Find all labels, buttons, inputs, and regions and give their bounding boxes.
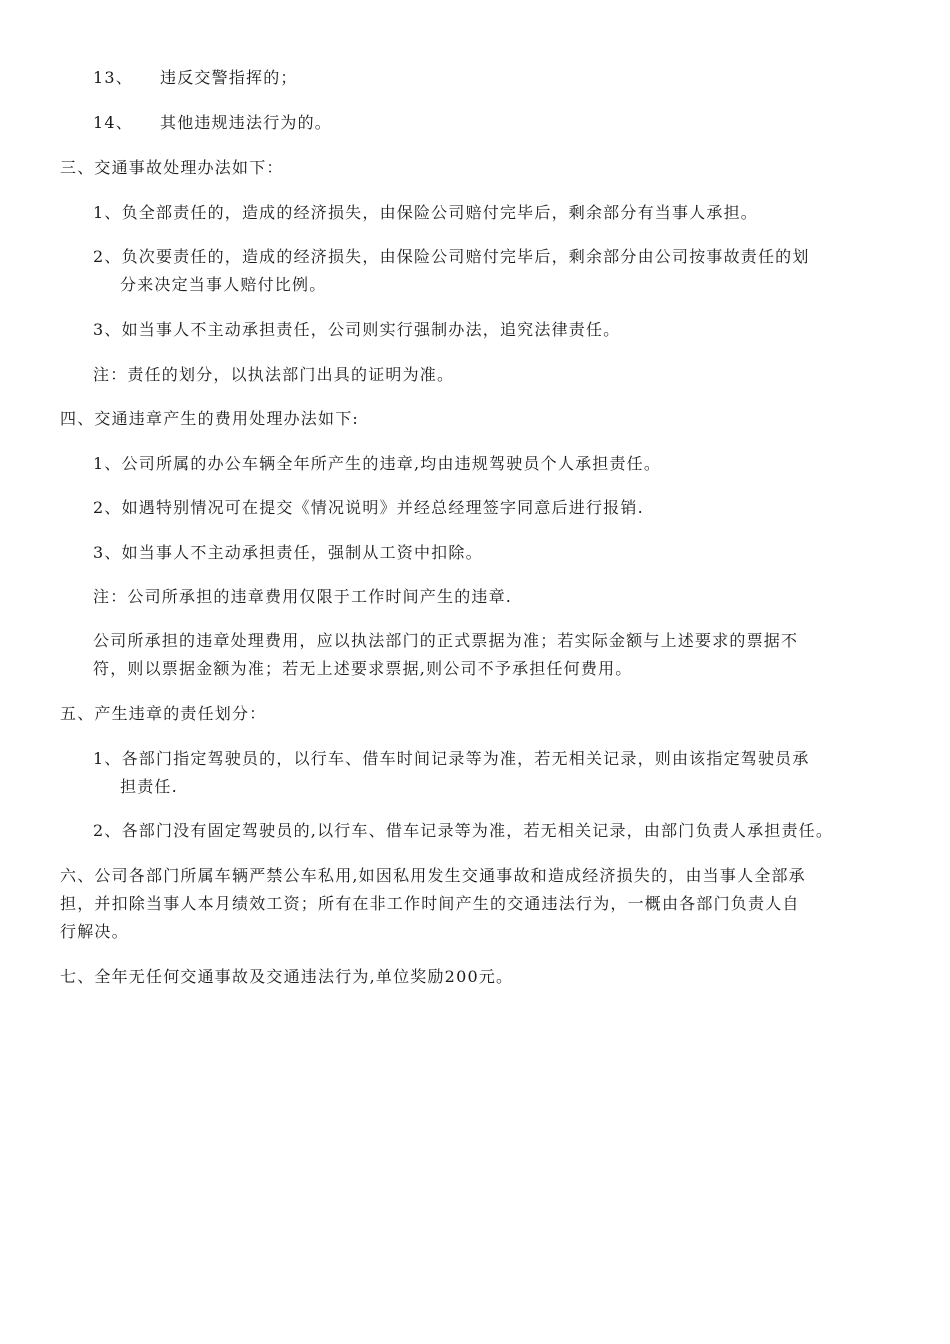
paragraph: 1、各部门指定驾驶员的，以行车、借车时间记录等为准，若无相关记录，则由该指定驾驶员承 bbox=[93, 749, 810, 768]
paragraph: 2、如遇特别情况可在提交《情况说明》并经总经理签字同意后进行报销. bbox=[93, 498, 644, 517]
section-heading: 三、交通事故处理办法如下： bbox=[60, 158, 284, 177]
paragraph-continuation: 分来决定当事人赔付比例。 bbox=[120, 275, 327, 294]
paragraph: 3、如当事人不主动承担责任，公司则实行强制办法，追究法律责任。 bbox=[93, 320, 621, 339]
paragraph: 七、全年无任何交通事故及交通违法行为,单位奖励200元。 bbox=[60, 967, 514, 986]
item-text: 违反交警指挥的； bbox=[160, 68, 298, 87]
paragraph: 2、负次要责任的，造成的经济损失，由保险公司赔付完毕后，剩余部分由公司按事故责任的划 bbox=[93, 247, 810, 266]
paragraph: 1、公司所属的办公车辆全年所产生的违章,均由违规驾驶员个人承担责任。 bbox=[93, 454, 662, 473]
paragraph: 公司所承担的违章处理费用，应以执法部门的正式票据为准；若实际金额与上述要求的票据不 bbox=[93, 631, 799, 650]
section-heading: 四、交通违章产生的费用处理办法如下: bbox=[60, 409, 359, 428]
item-text: 其他违规违法行为的。 bbox=[160, 113, 333, 132]
paragraph-continuation: 担责任. bbox=[120, 777, 178, 796]
paragraph: 3、如当事人不主动承担责任，强制从工资中扣除。 bbox=[93, 543, 483, 562]
note: 注：公司所承担的违章费用仅限于工作时间产生的违章. bbox=[93, 587, 513, 606]
paragraph-continuation: 担，并扣除当事人本月绩效工资；所有在非工作时间产生的交通违法行为，一概由各部门负责人自 bbox=[60, 894, 800, 913]
section-heading: 五、产生违章的责任划分： bbox=[60, 704, 267, 723]
paragraph-continuation: 符，则以票据金额为准；若无上述要求票据,则公司不予承担任何费用。 bbox=[93, 659, 633, 678]
paragraph: 六、公司各部门所属车辆严禁公车私用,如因私用发生交通事故和造成经济损失的，由当事人全部承 bbox=[60, 866, 806, 885]
paragraph-continuation: 行解决。 bbox=[60, 922, 129, 941]
paragraph: 2、各部门没有固定驾驶员的,以行车、借车记录等为准，若无相关记录，由部门负责人承担责任。 bbox=[93, 821, 834, 840]
note: 注：责任的划分，以执法部门出具的证明为准。 bbox=[93, 365, 455, 384]
item-number: 14、 bbox=[93, 113, 133, 132]
item-number: 13、 bbox=[93, 68, 133, 87]
paragraph: 1、负全部责任的，造成的经济损失，由保险公司赔付完毕后，剩余部分有当事人承担。 bbox=[93, 203, 758, 222]
